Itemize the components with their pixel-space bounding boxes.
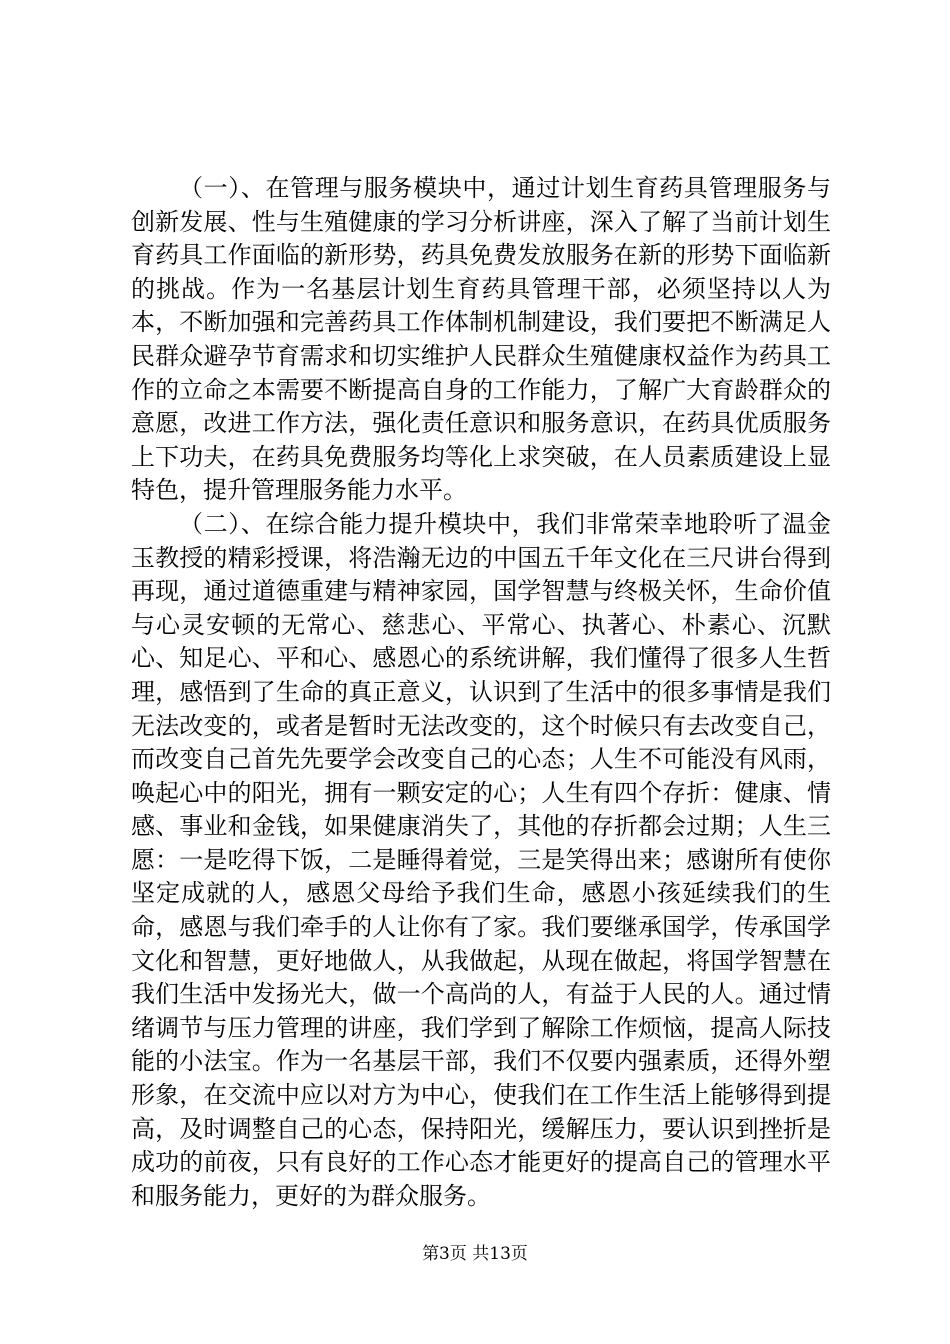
- page-number-footer: 第3页 共13页: [422, 1244, 528, 1264]
- document-body: [131, 172, 831, 1213]
- paragraph-comprehensive-ability: （二）、在综合能力提升模块中，我们非常荣幸地聆听了温金玉教授的精彩授课，将浩瀚无边的中国五千年文化在三尺讲台得到再现，通过道德重建与精神家园，国学智慧与终极关怀，生命价值与心灵安顿的无常心、慈悲心、平常心、执著心、朴素心、沉默心、知足心、平和心、感恩心的系统讲解，我们懂得了很多人生哲理，感悟到了生命的真正意义，认识到了生活中的很多事情是我们无法改变的，或者是暂时无法改变的，这个时候只有去改变自己，而改变自己首先先要学会改变自己的心态；人生不可能没有风雨，唤起心中的阳光，拥有一颗安定的心；人生有四个存折：健康、情感、事业和金钱，如果健康消失了，其他的存折都会过期；人生三愿：一是吃得下饭，二是睡得着觉，三是笑得出来；感谢所有使你坚定成就的人，感恩父母给予我们生命，感恩小孩延续我们的生命，感恩与我们牵手的人让你有了家。我们要继承国学，传承国学文化和智慧，更好地做人，从我做起，从现在做起，将国学智慧在我们生活中发扬光大，做一个高尚的人，有益于人民的人。通过情绪调节与压力管理的讲座，我们学到了解除工作烦恼，提高人际技能的小法宝。作为一名基层干部，我们不仅要内强素质，还得外塑形象，在交流中应以对方为中心，使我们在工作生活上能够得到提高，及时调整自己的心态，保持阳光，缓解压力，要认识到挫折是成功的前夜，只有良好的工作心态才能更好的提高自己的管理水平和服务能力，更好的为群众服务。: [131, 509, 831, 1210]
- paragraph-management-service: （一）、在管理与服务模块中，通过计划生育药具管理服务与创新发展、性与生殖健康的学习分析讲座，深入了解了当前计划生育药具工作面临的新形势，药具免费发放服务在新的形势下面临新的挑战。作为一名基层计划生育药具管理干部，必须坚持以人为本，不断加强和完善药具工作体制机制建设，我们要把不断满足人民群众避孕节育需求和切实维护人民群众生殖健康权益作为药具工作的立命之本需要不断提高自身的工作能力，了解广大育龄群众的意愿，改进工作方法，强化责任意识和服务意识，在药具优质服务上下功夫，在药具免费服务均等化上求突破，在人员素质建设上显特色，提升管理服务能力水平。: [131, 174, 831, 505]
